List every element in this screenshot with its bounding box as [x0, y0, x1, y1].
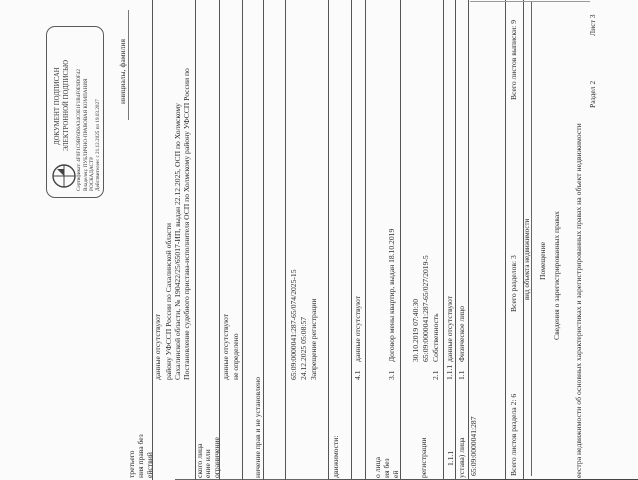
rule-5: [351, 0, 352, 480]
header-separator: [523, 0, 524, 480]
sheets-total: Всего листов выписки: 9: [509, 20, 518, 100]
row-label: ение или: [203, 449, 212, 478]
object-type-value: Помещение: [538, 241, 547, 280]
row-label: ействий: [145, 452, 154, 478]
page-edge: [470, 1, 590, 2]
row-num: 1.1.1: [445, 364, 454, 380]
row-num: 1.1.1: [446, 450, 455, 466]
stamp-line: ЭЛЕКТРОННОЙ ПОДПИСЬЮ: [63, 60, 70, 151]
cadastral-number: 65:09:0000041:287: [469, 416, 478, 476]
signature-line: [128, 10, 129, 120]
sheets-in-section: Всего листов раздела 2: 6: [509, 393, 518, 476]
row-value: Постановление судебного пристава-исполнителя ОСП по Холмскому району УФССП России по: [182, 68, 191, 380]
sections-total: Всего разделов: 3: [509, 255, 518, 312]
stamp-line: Действителен: с 21.12.2025 по 19.03.2027: [95, 99, 101, 191]
object-type-underline: [531, 2, 532, 476]
row-label: регистрации: [419, 437, 428, 478]
stamp-line: РОСКАДАСТР: [89, 157, 95, 191]
electronic-signature-stamp: [46, 26, 104, 198]
row-label: о лица: [373, 457, 382, 478]
row-num: 4.1: [353, 370, 362, 380]
document-subtitle: Сведения о зарегистрированных правах: [552, 211, 561, 340]
rule-1: [455, 0, 456, 480]
sheet-label: Лист 3: [588, 14, 597, 36]
row-value: Договор мены квартир, выдан 18.10.2019: [387, 228, 396, 362]
signature-caption: инициалы, фамилия: [118, 39, 127, 104]
row-value: Собственность: [431, 313, 440, 362]
rule-4: [365, 0, 366, 480]
row-value: 30.10.2019 07:40:30: [411, 298, 420, 362]
rule-10: [219, 0, 220, 480]
row-label: ничение прав и не установлено: [253, 376, 262, 478]
row-label: ния права без: [136, 434, 145, 478]
header-separator-2: [505, 0, 506, 480]
row-value: Физическое лицо: [457, 305, 466, 362]
row-value: Сахалинской области, № 190422/25/65017-ИП, выдан 22.12.2025, ОСП по Холмскому: [173, 103, 182, 380]
row-value: данные отсутствуют: [445, 295, 454, 362]
row-value: району УФССП России по Сахалинской области: [164, 223, 173, 380]
rule-12: [152, 0, 153, 480]
row-label: ей: [391, 470, 400, 478]
rule-8: [263, 0, 264, 480]
row-label: третьего: [127, 450, 136, 478]
rule-3: [400, 0, 401, 480]
row-value: 24.12.2025 05:08:57: [299, 316, 308, 380]
rule-7: [285, 0, 286, 480]
object-type-caption: вид объекта недвижимости: [523, 218, 531, 300]
row-label: устава) лица: [457, 437, 466, 478]
rule-11: [195, 0, 196, 480]
row-label: ограничение: [212, 437, 221, 478]
row-value: данные отсутствуют: [221, 313, 230, 380]
row-value: данные отсутствуют: [353, 295, 362, 362]
rule-2: [443, 0, 444, 480]
row-value: данные отсутствуют: [153, 313, 162, 380]
row-label: ского лица: [195, 443, 204, 478]
row-value: 65:09:0000041:287-65/074/2025-15: [289, 269, 298, 380]
rule-cadastral: [468, 0, 469, 480]
row-value: 65:09:0000041:287-65/027/2019-5: [421, 255, 430, 362]
stamp-line: Сертификат: 4F0F1C9BF6D6A34C0E1F1B4F0E9D0F42: [76, 69, 82, 191]
row-num: 1.1: [457, 370, 466, 380]
row-label: движимости:: [331, 435, 340, 478]
row-num: 3.1: [387, 370, 396, 380]
stamp-line: Владелец: ПУБЛИЧНО-ПРАВОВАЯ КОМПАНИЯ: [83, 78, 89, 191]
document-title: еестра недвижимости об основных характеристиках и зарегистрированных правах на объект недвижимости: [574, 123, 583, 478]
rosreestr-logo-icon: [51, 163, 77, 189]
row-value: Запрещение регистрации: [309, 298, 318, 380]
stamp-line: ДОКУМЕНТ ПОДПИСАН: [54, 67, 61, 145]
rule-6: [328, 0, 329, 480]
section-label: Раздел 2: [588, 80, 597, 108]
row-num: 2.1: [431, 370, 440, 380]
rule-9: [242, 0, 243, 480]
row-value: не определено: [231, 333, 240, 380]
row-label: ия без: [382, 458, 391, 478]
